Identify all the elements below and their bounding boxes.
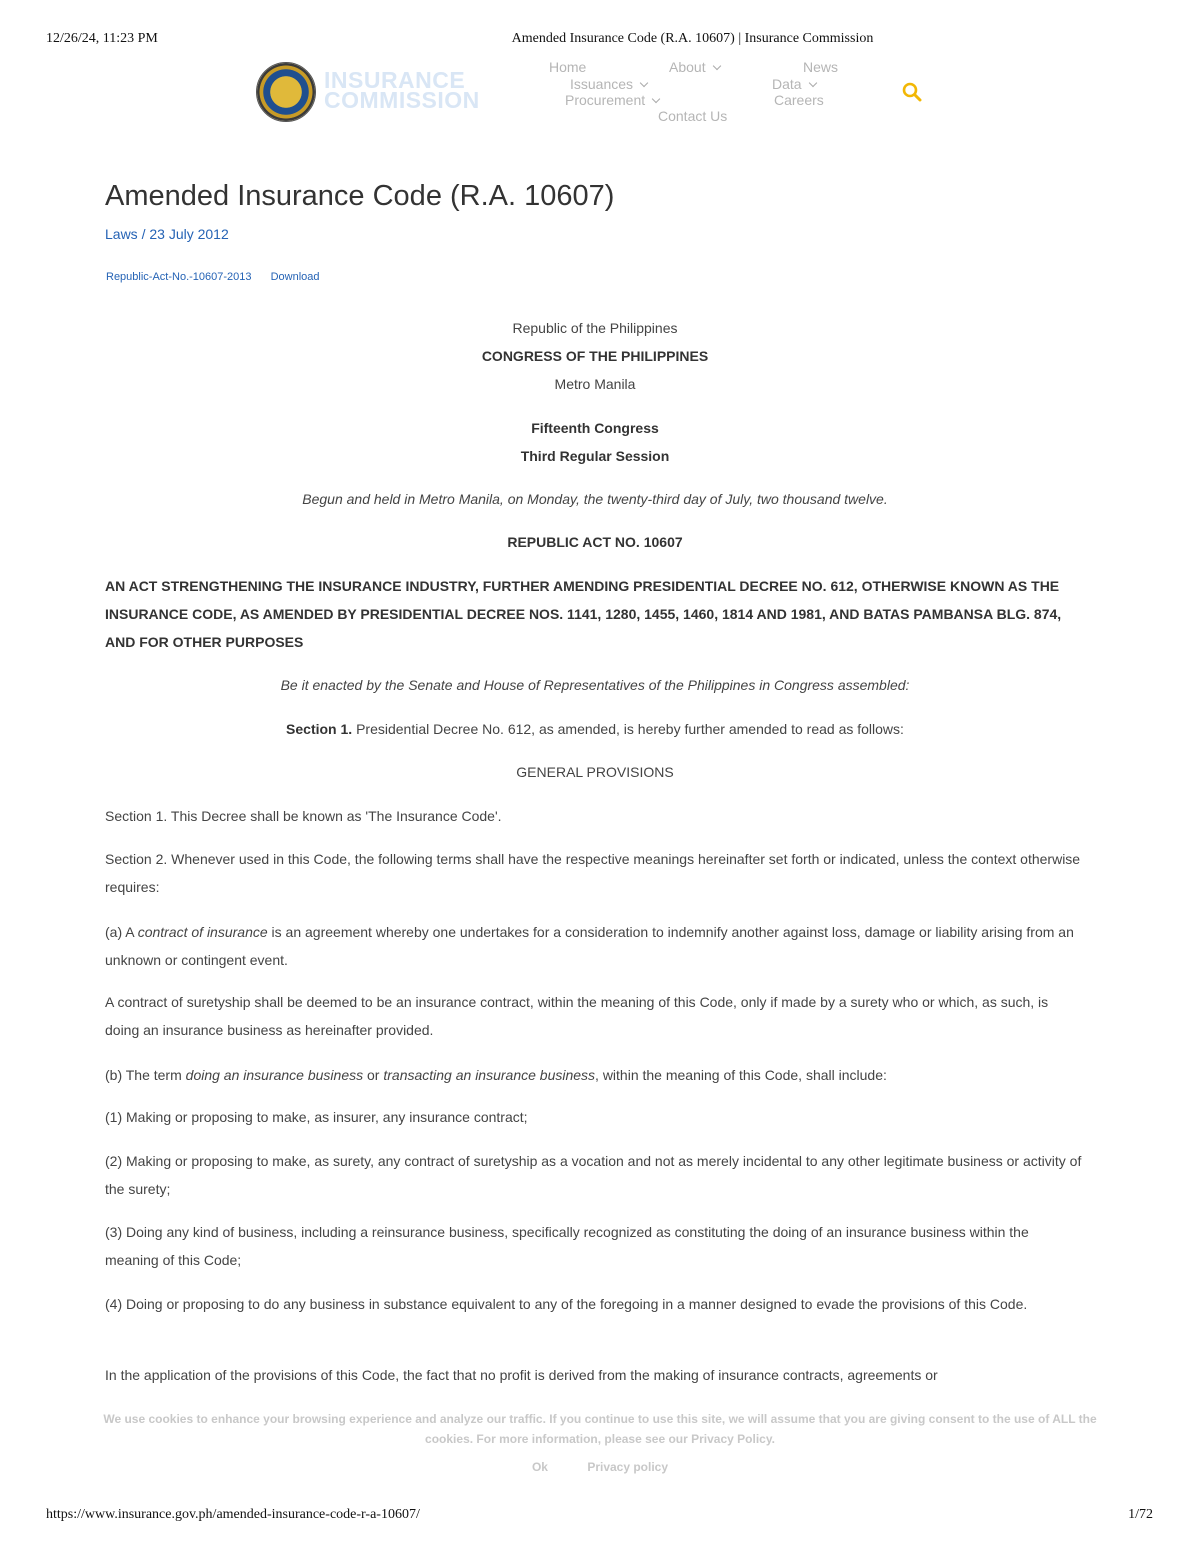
- nav-news[interactable]: [803, 59, 838, 75]
- section-1-text: Presidential Decree No. 612, as amended, is hereby further amended to read as follows:: [352, 721, 904, 737]
- file-link[interactable]: Republic-Act-No.-10607-2013: [106, 271, 252, 283]
- ra-number: REPUBLIC ACT NO. 10607: [507, 534, 683, 550]
- print-page-title: Amended Insurance Code (R.A. 10607) | Insurance Commission: [511, 31, 874, 46]
- nav-issuances[interactable]: [570, 76, 647, 92]
- general-provisions-heading: GENERAL PROVISIONS: [516, 764, 674, 780]
- act-title: AN ACT STRENGTHENING THE INSURANCE INDUSTRY, FURTHER AMENDING PRESIDENTIAL DECREE NO. 612, OTHERWISE KNOWN AS THE INSURANCE CODE, AS AMENDED BY PRESIDENTIAL DECREE NOS. 1141, 1280, 1455, 1460, 1814 AND 1981, AND BATAS PAMBANSA BLG. 874, AND FOR OTHER PURPOSES: [105, 578, 1062, 650]
- item-4-paragraph: (4) Doing or proposing to do any business in substance equivalent to any of the foregoing in a manner designed to evade the provisions of this Code.: [105, 1296, 1028, 1312]
- nav-contact-label: Contact Us: [658, 108, 728, 124]
- nav-careers[interactable]: [774, 92, 824, 108]
- nav-contact[interactable]: [658, 108, 727, 124]
- republic-line: Republic of the Philippines: [512, 320, 678, 336]
- chevron-down-icon: [712, 62, 720, 70]
- cookie-ok-button[interactable]: Ok: [531, 1460, 548, 1474]
- print-url: https://www.insurance.gov.ph/amended-insurance-code-r-a-10607/: [46, 1507, 420, 1522]
- enacted-line: Be it enacted by the Senate and House of Representatives of the Philippines in Congress assembled:: [280, 677, 910, 693]
- metro-line: Metro Manila: [554, 376, 636, 392]
- nav-about-label: About: [669, 59, 706, 75]
- suretyship-paragraph: A contract of suretyship shall be deemed to be an insurance contract, within the meaning of this Code, only if made by a surety who or which, as such, is doing an insurance business as hereinafter provided.: [105, 994, 1049, 1038]
- meta-separator: /: [141, 226, 150, 242]
- logo-line-1: INSURANCE: [324, 67, 466, 93]
- section-1-intro: [105, 715, 1085, 743]
- logo-line-2: COMMISSION: [324, 87, 480, 113]
- chevron-down-icon: [640, 79, 648, 87]
- nav-data[interactable]: [772, 76, 816, 92]
- item-a-pre: (a) A: [105, 924, 138, 940]
- item-b-pre: (b) The term: [105, 1067, 186, 1083]
- item-a-term: contract of insurance: [137, 924, 268, 940]
- section-2-paragraph: Section 2. Whenever used in this Code, the following terms shall have the respective meanings hereinafter set forth or indicated, unless the context otherwise requires:: [105, 851, 1081, 895]
- nav-procurement-label: Procurement: [565, 92, 646, 108]
- item-b-term-1: doing an insurance business: [185, 1067, 364, 1083]
- article-meta: [105, 226, 229, 242]
- section-1-label: Section 1.: [286, 721, 353, 737]
- page-title: Amended Insurance Code (R.A. 10607): [105, 180, 615, 212]
- session-line: Third Regular Session: [520, 448, 670, 464]
- download-link[interactable]: Download: [270, 271, 320, 283]
- privacy-policy-link[interactable]: Privacy policy: [587, 1460, 669, 1474]
- item-2-paragraph: (2) Making or proposing to make, as surety, any contract of suretyship as a vocation and not as merely incidental to any other legitimate business or activity of the surety;: [105, 1153, 1082, 1197]
- congress-line: CONGRESS OF THE PHILIPPINES: [481, 348, 709, 364]
- application-paragraph: In the application of the provisions of this Code, the fact that no profit is derived from the making of insurance contracts, agreements or: [105, 1367, 938, 1383]
- begun-line: Begun and held in Metro Manila, on Monday, the twenty-third day of July, two thousand twelve.: [302, 491, 888, 507]
- cookie-actions: [0, 1460, 1200, 1474]
- nav-issuances-label: Issuances: [570, 76, 634, 92]
- item-b-mid: or: [363, 1067, 384, 1083]
- cookie-notice-text: We use cookies to enhance your browsing experience and analyze our traffic. If you continue to use this site, we will assume that you are giving consent to the use of ALL the cookies. For more information, please see our Privacy Policy.: [103, 1412, 1097, 1446]
- search-icon[interactable]: [902, 82, 922, 102]
- nav-careers-label: Careers: [774, 92, 824, 108]
- fifteenth-line: Fifteenth Congress: [531, 420, 659, 436]
- nav-data-label: Data: [772, 76, 802, 92]
- item-b-post: , within the meaning of this Code, shall include:: [595, 1067, 887, 1083]
- nav-news-label: News: [803, 59, 839, 75]
- chevron-down-icon: [808, 79, 816, 87]
- print-page-number: 1/72: [1128, 1507, 1153, 1522]
- attachment-links: [106, 271, 336, 283]
- item-a-post: is an agreement whereby one undertakes for a consideration to indemnify another against loss, damage or liability arising from an unknown or contingent event.: [105, 924, 1074, 968]
- section-1-paragraph: Section 1. This Decree shall be known as 'The Insurance Code'.: [105, 808, 502, 824]
- print-datetime: 12/26/24, 11:23 PM: [46, 31, 158, 46]
- nav-about[interactable]: [669, 59, 720, 75]
- article-date: 23 July 2012: [149, 226, 229, 242]
- item-b-term-2: transacting an insurance business: [383, 1067, 596, 1083]
- chevron-down-icon: [652, 95, 660, 103]
- nav-home[interactable]: [549, 59, 586, 75]
- nav-home-label: Home: [549, 59, 587, 75]
- print-footer: [0, 1507, 1200, 1527]
- category-link[interactable]: Laws: [105, 226, 138, 242]
- item-a-paragraph: [105, 918, 1085, 974]
- item-b-paragraph: [105, 1061, 1085, 1089]
- item-1-paragraph: (1) Making or proposing to make, as insurer, any insurance contract;: [105, 1109, 528, 1125]
- main-nav: [0, 0, 1200, 140]
- item-3-paragraph: (3) Doing any kind of business, including a reinsurance business, specifically recognized as constituting the doing of an insurance business within the meaning of this Code;: [105, 1224, 1029, 1268]
- nav-procurement[interactable]: [565, 92, 659, 108]
